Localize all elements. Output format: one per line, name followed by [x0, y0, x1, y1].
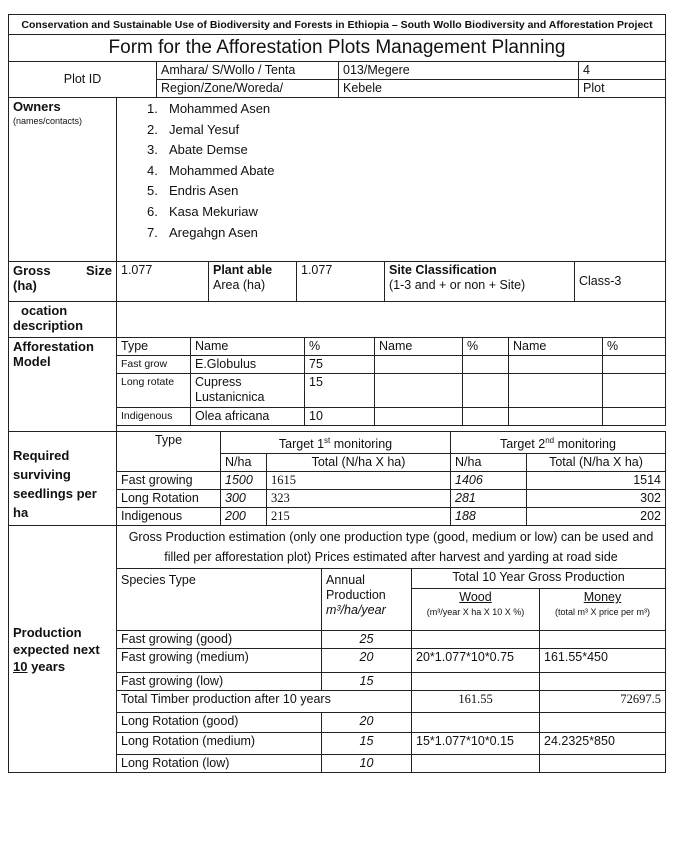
species-type: Long Rotation (good) [117, 713, 322, 733]
total-header: Total (N/ha X ha) [267, 454, 451, 472]
name-header-2: Name [375, 338, 463, 356]
type-header: Type [117, 338, 191, 356]
empty-cell [603, 408, 666, 426]
target2-header: Target 2nd monitoring [451, 432, 666, 454]
total-header-2: Total (N/ha X ha) [527, 454, 666, 472]
money-value [540, 755, 666, 773]
location-label: ocation [21, 303, 68, 318]
gross-label: Gross [13, 263, 51, 278]
header-table [8, 14, 666, 62]
size-table [8, 261, 666, 302]
species-type: Fast growing (low) [117, 673, 322, 691]
annual-value: 20 [322, 649, 412, 673]
owner-item: 7. Aregahgn Asen [147, 224, 258, 240]
plot-id-table [8, 61, 666, 98]
location-value [117, 302, 666, 338]
model-pct: 15 [305, 374, 375, 408]
form-title: Form for the Afforestation Plots Management Planning [9, 35, 666, 62]
seedling-t1: 323 [267, 490, 451, 508]
owners-label: Owners [13, 99, 61, 114]
empty-cell [463, 408, 509, 426]
annual-value: 15 [322, 673, 412, 691]
seedlings-label: Required [13, 448, 70, 463]
nha-header-2: N/ha [451, 454, 527, 472]
seedling-t2: 302 [527, 490, 666, 508]
production-table [8, 525, 666, 773]
model-label-2: Model [13, 354, 51, 369]
empty-cell [509, 356, 603, 374]
annual-value: 15 [322, 733, 412, 755]
money-header: Money [583, 590, 622, 605]
seedling-n2: 281 [451, 490, 527, 508]
owner-item: 5. Endris Asen [147, 183, 239, 199]
wood-value [412, 631, 540, 649]
empty-cell [375, 374, 463, 408]
annual-header: Annual [326, 573, 365, 588]
site-sub: (1-3 and + or non + Site) [389, 278, 526, 292]
species-type: Fast growing (good) [117, 631, 322, 649]
production-label-3: 10 years [13, 658, 66, 674]
money-value: 24.2325*850 [540, 733, 666, 755]
seedling-t2: 202 [527, 508, 666, 526]
seedlings-label-4: ha [13, 505, 29, 520]
money-value [540, 673, 666, 691]
model-name: E.Globulus [191, 356, 305, 374]
owner-item: 2. Jemal Yesuf [147, 121, 240, 137]
model-name: Cupress [195, 375, 242, 389]
site-label: Site Classification [389, 263, 497, 277]
annual-value: 20 [322, 713, 412, 733]
empty-cell [375, 356, 463, 374]
seedling-type: Fast growing [117, 472, 221, 490]
empty-cell [375, 408, 463, 426]
plantable-value: 1.077 [297, 262, 385, 302]
pct-header: % [305, 338, 375, 356]
owners-table [8, 97, 666, 262]
plantable-label: Plant able [213, 263, 273, 277]
empty-cell [509, 408, 603, 426]
wood-value [412, 755, 540, 773]
money-value: 161.55*450 [540, 649, 666, 673]
seedling-type: Long Rotation [117, 490, 221, 508]
annual-value: 25 [322, 631, 412, 649]
owners-list [117, 99, 661, 245]
seedling-t1: 1615 [267, 472, 451, 490]
species-type-header: Species Type [117, 569, 322, 631]
annual-header-2: Production [326, 588, 386, 603]
owner-item: 6. Kasa Mekuriaw [147, 203, 258, 219]
project-title: Conservation and Sustainable Use of Biodiversity and Forests in Ethiopia – South Wollo Biodiversity and Afforestation Project [9, 15, 666, 35]
annual-unit: m³/ha/year [326, 603, 386, 618]
owners-sublabel: (names/contacts) [13, 116, 83, 126]
production-label-2: expected next [13, 641, 100, 657]
model-type: Indigenous [117, 408, 191, 426]
plot-label: Plot [579, 80, 666, 98]
seedlings-table [8, 431, 666, 526]
kebele-value: 013/Megere [339, 62, 579, 80]
money-value [540, 631, 666, 649]
seedling-n2: 188 [451, 508, 527, 526]
model-name: Olea africana [191, 408, 305, 426]
pct-header-2: % [463, 338, 509, 356]
name-header-3: Name [509, 338, 603, 356]
region-label: Region/Zone/Woreda/ [157, 80, 339, 98]
species-type: Long Rotation (low) [117, 755, 322, 773]
empty-cell [603, 374, 666, 408]
target1-header: Target 1st monitoring [221, 432, 451, 454]
total-money: 72697.5 [540, 691, 666, 713]
seedling-n1: 1500 [221, 472, 267, 490]
model-pct: 10 [305, 408, 375, 426]
total-wood: 161.55 [412, 691, 540, 713]
model-name-2: Lustanicnica [195, 390, 265, 404]
seedling-type: Indigenous [117, 508, 221, 526]
wood-value [412, 713, 540, 733]
wood-value: 15*1.077*10*0.15 [412, 733, 540, 755]
model-pct: 75 [305, 356, 375, 374]
model-type: Fast grow [117, 356, 191, 374]
location-table [8, 301, 666, 338]
seedling-type-header: Type [117, 432, 221, 472]
seedlings-label-3: seedlings per [13, 486, 97, 501]
plot-value: 4 [579, 62, 666, 80]
afforestation-model-table [8, 337, 666, 432]
plantable-sub: Area (ha) [213, 278, 266, 292]
species-type: Long Rotation (medium) [117, 733, 322, 755]
region-value: Amhara/ S/Wollo / Tenta [157, 62, 339, 80]
empty-cell [509, 374, 603, 408]
seedling-n1: 300 [221, 490, 267, 508]
annual-value: 10 [322, 755, 412, 773]
money-sub: (total m³ X price per m³) [554, 607, 650, 618]
size-label: Size [85, 263, 112, 278]
seedling-t2: 1514 [527, 472, 666, 490]
seedling-t1: 215 [267, 508, 451, 526]
seedlings-label-2: surviving [13, 467, 71, 482]
total10-header: Total 10 Year Gross Production [412, 569, 666, 589]
name-header: Name [191, 338, 305, 356]
owner-item: 4. Mohammed Abate [147, 162, 275, 178]
nha-header: N/ha [221, 454, 267, 472]
owner-item: 1. Mohammed Asen [147, 101, 271, 116]
management-planning-form [8, 14, 666, 826]
kebele-label: Kebele [339, 80, 579, 98]
production-label: Production [13, 624, 82, 640]
wood-sub: (m³/year X ha X 10 X %) [426, 607, 525, 618]
gross-unit: (ha) [13, 278, 37, 293]
wood-header: Wood [459, 590, 492, 605]
empty-cell [603, 356, 666, 374]
owner-item: 3. Abate Demse [147, 142, 248, 158]
empty-cell [463, 374, 509, 408]
wood-value [412, 673, 540, 691]
total-label: Total Timber production after 10 years [117, 691, 412, 713]
money-value [540, 713, 666, 733]
wood-value: 20*1.077*10*0.75 [412, 649, 540, 673]
description-label: description [13, 318, 84, 333]
plot-id-label: Plot ID [9, 62, 157, 98]
species-type: Fast growing (medium) [117, 649, 322, 673]
site-value: Class-3 [575, 262, 666, 302]
pct-header-3: % [603, 338, 666, 356]
empty-cell [463, 356, 509, 374]
gross-value: 1.077 [117, 262, 209, 302]
seedling-n2: 1406 [451, 472, 527, 490]
production-note: Gross Production estimation (only one production type (good, medium or low) can be used and filled per afforestation plot) Prices estimated after harvest and yarding at road side [117, 526, 666, 569]
model-type: Long rotate [117, 374, 191, 408]
seedling-n1: 200 [221, 508, 267, 526]
model-label: Afforestation [13, 339, 94, 354]
